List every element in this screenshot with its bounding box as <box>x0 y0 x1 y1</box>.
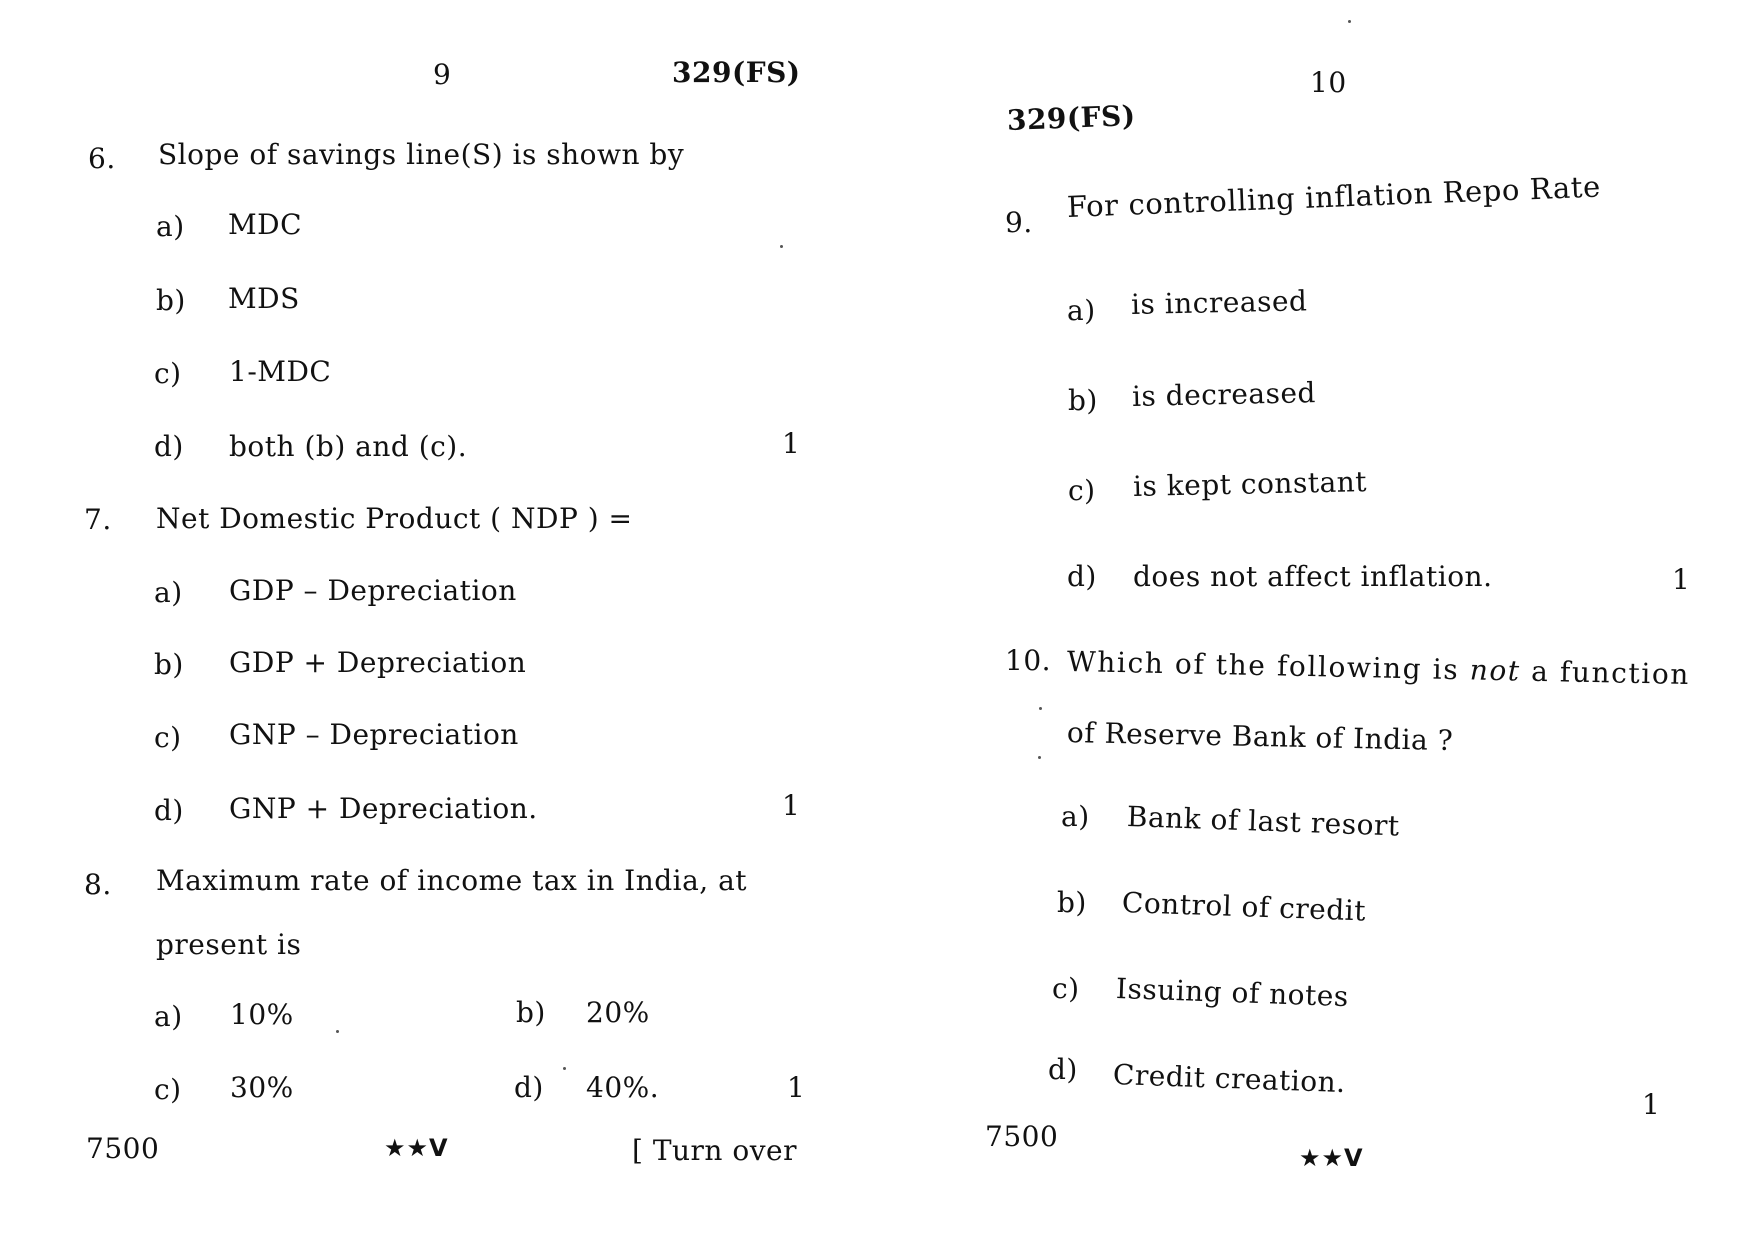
question-text-line2: present is <box>156 928 302 961</box>
option-label: c) <box>154 721 182 754</box>
option-text: both (b) and (c). <box>229 430 468 463</box>
marks: 1 <box>782 427 801 460</box>
option-label: a) <box>1061 800 1090 833</box>
option-label: a) <box>156 210 185 243</box>
right-page <box>877 0 1754 1241</box>
footer-code: 7500 <box>86 1132 160 1165</box>
question-text-line1: Maximum rate of income tax in India, at <box>156 864 748 897</box>
option-label: c) <box>154 357 182 390</box>
scan-speck <box>780 245 783 248</box>
option-text: GDP – Depreciation <box>229 574 517 607</box>
page-number: 10 <box>1310 66 1347 99</box>
option-label: b) <box>1057 886 1087 919</box>
paper-code: 329(FS) <box>672 56 801 89</box>
scan-speck <box>1038 756 1041 759</box>
footer-stars: ★★V <box>1299 1144 1364 1172</box>
option-text: is decreased <box>1131 376 1317 413</box>
option-label: c) <box>154 1073 182 1106</box>
question-number: 10. <box>1005 644 1052 677</box>
footer-code: 7500 <box>985 1120 1059 1153</box>
option-label: d) <box>1067 560 1097 593</box>
option-text: 20% <box>586 996 650 1029</box>
option-text: 30% <box>230 1071 294 1104</box>
question-text-line1: Which of the following is not a function <box>1066 645 1691 692</box>
option-text: MDS <box>228 282 300 315</box>
question-number: 8. <box>84 868 112 901</box>
question-number: 9. <box>1005 206 1033 239</box>
option-label: d) <box>154 430 184 463</box>
option-label: b) <box>156 284 186 317</box>
scan-speck <box>1348 20 1351 23</box>
turn-over: [ Turn over <box>632 1134 797 1167</box>
question-number: 6. <box>88 142 116 175</box>
option-label: b) <box>154 648 184 681</box>
option-text: Issuing of notes <box>1115 972 1350 1014</box>
option-label: b) <box>516 996 546 1029</box>
option-text: is increased <box>1130 284 1308 321</box>
marks: 1 <box>787 1071 806 1104</box>
marks: 1 <box>1672 563 1691 596</box>
option-text: does not affect inflation. <box>1133 560 1493 593</box>
scan-speck <box>563 1067 566 1070</box>
option-label: d) <box>1048 1053 1078 1086</box>
question-text-line2: of Reserve Bank of India ? <box>1066 716 1454 758</box>
option-label: c) <box>1068 474 1096 507</box>
option-text: MDC <box>228 208 303 241</box>
question-text: Net Domestic Product ( NDP ) = <box>156 502 633 535</box>
question-text: Slope of savings line(S) is shown by <box>158 138 685 171</box>
page-number: 9 <box>433 58 452 91</box>
option-label: b) <box>1068 384 1098 417</box>
marks: 1 <box>782 789 801 822</box>
marks: 1 <box>1642 1088 1661 1121</box>
option-text: is kept constant <box>1132 465 1368 503</box>
option-text: 10% <box>230 998 294 1031</box>
option-text: 1-MDC <box>229 355 332 388</box>
question-number: 7. <box>84 503 112 536</box>
option-text: 40%. <box>586 1071 660 1104</box>
option-text: Control of credit <box>1121 886 1367 928</box>
option-label: a) <box>1067 294 1096 327</box>
option-text: GNP + Depreciation. <box>229 792 538 825</box>
footer-stars: ★★V <box>384 1134 449 1162</box>
option-label: d) <box>514 1071 544 1104</box>
option-text: Credit creation. <box>1112 1058 1347 1100</box>
scan-speck <box>1039 707 1042 710</box>
option-label: a) <box>154 1000 183 1033</box>
option-label: a) <box>154 576 183 609</box>
paper-code: 329(FS) <box>1006 99 1137 137</box>
option-label: c) <box>1052 972 1080 1005</box>
option-text: Bank of last resort <box>1126 800 1401 843</box>
option-text: GDP + Depreciation <box>229 646 527 679</box>
option-label: d) <box>154 794 184 827</box>
scan-speck <box>336 1030 339 1033</box>
option-text: GNP – Depreciation <box>229 718 519 751</box>
question-text: For controlling inflation Repo Rate <box>1066 169 1602 224</box>
